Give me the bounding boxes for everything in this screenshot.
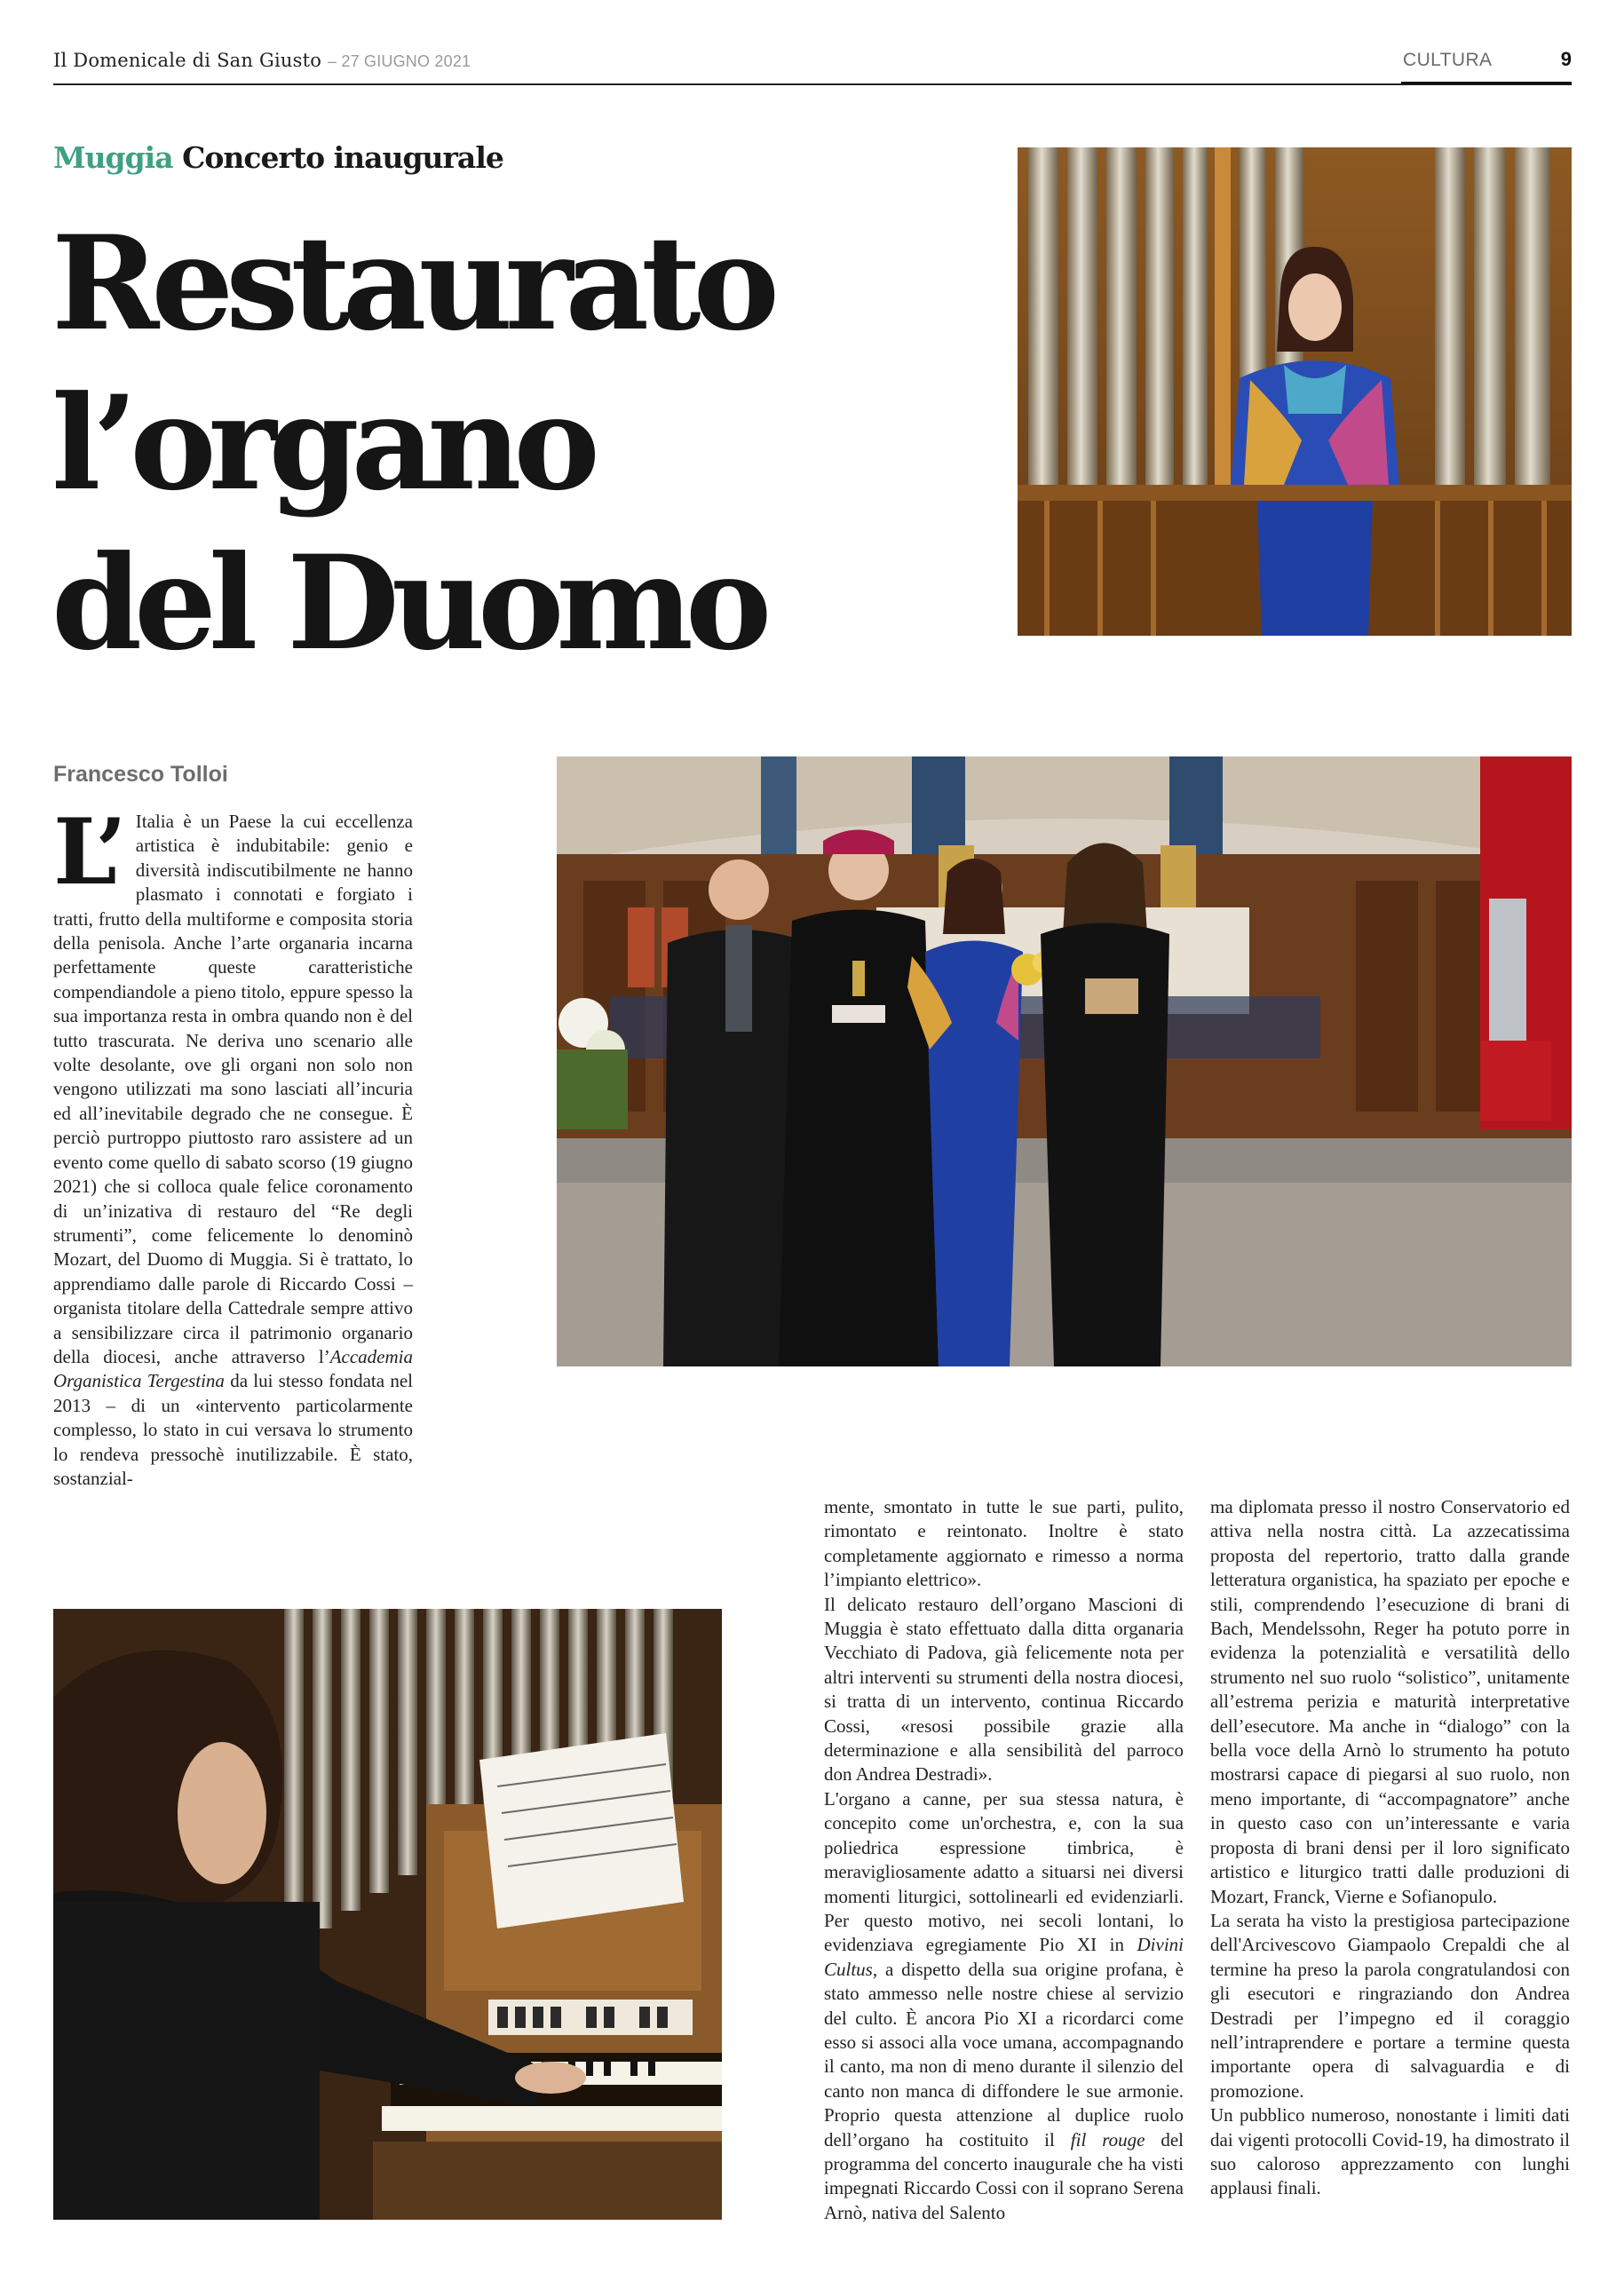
issue-date: – 27 GIUGNO 2021 (327, 52, 471, 70)
kicker-place: Muggia (53, 140, 173, 175)
article-column-3 (1210, 1495, 1570, 2201)
article-paragraph-7: Un pubblico numeroso, nonostante i limiti dati dai vigenti protocolli Covid-19, ha dimostrato il suo caloroso apprezzamento con lunghi applausi finali. (1210, 2104, 1570, 2199)
paragraph-1-text-b: da lui stesso fondata nel 2013 – di un «intervento particolarmente complesso, lo stato in cui versava lo strumento lo rendeva pressochè inutilizzabile. È stato, sostanzial- (53, 1370, 413, 1489)
paragraph-4-text-a: L'organo a canne, per sua stessa natura, è concepito come un'orchestra, e, con la sua poliedrica espressione timbrica, è meravigliosamente adatto a situarsi nei diversi momenti liturgici, sottolinearli ed evidenziarli. Per questo motivo, nei secoli lontani, lo evidenziava egregiamente Pio XI in (824, 1787, 1184, 1956)
drop-cap: L’ (53, 799, 127, 906)
organist-photo-image (53, 1609, 722, 2220)
headline-line-3: del Duomo (51, 527, 764, 679)
photo-organist-console (53, 1609, 722, 2220)
running-header (53, 46, 1572, 85)
article-paragraph-1 (53, 799, 413, 1491)
kicker (53, 140, 503, 175)
article-paragraph-6: La serata ha visto la prestigiosa partecipazione dell'Arcivescovo Giampaolo Crepaldi che al termine ha preso la parola congratulandosi con gli esecutori e ringraziando don Andrea Destradi per l’impegno ed il coraggio nell’intraprendere e portare a termine questa importante opera di salvaguardia e di promozione. (1210, 1909, 1570, 2102)
headline-line-2: l’organo (51, 368, 592, 519)
section-label: CULTURA (1403, 50, 1493, 70)
byline: Francesco Tolloi (53, 762, 228, 787)
academy-name: Accademia Organistica Tergestina (53, 1345, 413, 1392)
photo-singer-at-organ (1018, 147, 1572, 636)
encyclical-title: Divini Cultus (824, 1934, 1184, 1980)
headline-line-1: Restaurato (51, 208, 772, 360)
article-column-1 (53, 799, 413, 1491)
kicker-topic: Concerto inaugurale (182, 140, 503, 175)
photo-group-cathedral (557, 756, 1572, 1366)
article-paragraph-5: ma diplomata presso il nostro Conservatorio ed attiva nella nostra città. La azzecatissima proposta del repertorio, tratto dalla grande letteratura organistica, ha spaziato per epoche e stili, comprendendo l’esecuzione di brani di Bach, Mendelssohn, Reger ha potuto porre in evidenza la potenzialità e versatilità dello strumento nel suo ruolo “solistico”, unitamente all’estrema perizia e maturità interpretative dell’esecutore. Ma anche in “dialogo” con la bella voce della Arnò lo strumento ha potuto mostrarsi capace di piegarsi al suo ruolo, non meno importante, di “accompagnatore” anche in questo caso con un’interessante e varia proposta di brani densi per il loro significato artistico e liturgico tratti dalle produzioni di Mozart, Franck, Vierne e Sofianopulo. (1210, 1496, 1570, 1907)
headline (51, 204, 975, 684)
article-paragraph-3: Il delicato restauro dell’organo Mascioni di Muggia è stato effettuato dalla ditta organaria Vecchiato di Padova, già felicemente nota per altri interventi su strumenti della nostra diocesi, si tratta di un intervento, continua Riccardo Cossi, «resosi possibile grazie alla determinazione e alla sensibilità del parroco don Andrea Destradi». (824, 1593, 1184, 1786)
article-column-2 (824, 1495, 1184, 2225)
group-photo-image (557, 756, 1572, 1366)
singer-photo-image (1018, 147, 1572, 636)
article-paragraph-2: mente, smontato in tutte le sue parti, pulito, rimontato e reintonato. Inoltre è stato completamente aggiornato e rimesso a norma l’impianto elettrico». (824, 1496, 1184, 1591)
paragraph-4-text-c: del programma del concerto inaugurale che ha visti impegnati Riccardo Cossi con il soprano Serena Arnò, nativa del Salento (824, 2128, 1184, 2223)
page-number: 9 (1560, 48, 1572, 70)
paragraph-1-text-a: Italia è un Paese la cui eccellenza artistica è indubitabile: genio e diversità indiscutibilmente ne hanno plasmato i connotati e forgiato i tratti, frutto della multiforme e composita storia della penisola. Anche l’arte organaria incarna perfettamente queste caratteristiche compendiandole a pieno titolo, eppure spesso la sua importanza resta in ombra quando non è del tutto trascurata. Ne deriva uno scenario alle volte desolante, ove gli organi non solo non vengono utilizzati ma sono lasciati all’incuria ed all’inevitabile degrado che ne consegue. È perciò purtroppo piuttosto raro assistere ad un evento come quello di sabato scorso (19 giugno 2021) che si colloca quale felice coronamento di un’inizativa di restauro del “Re degli strumenti”, come felicemente lo denominò Mozart, del Duomo di Muggia. Si è trattato, lo apprendiamo dalle parole di Riccardo Cossi – organista titolare della Cattedrale sempre attivo a sensibilizzare circa il patrimonio organario della diocesi, anche attraverso l’ (53, 811, 413, 1367)
publication-name: Il Domenicale di San Giusto (53, 50, 322, 71)
paragraph-4-text-b: , a dispetto della sua origine profana, è stato ammesso nelle nostre chiese al servizio del culto. È ancora Pio XI a ricordarci come esso si associ alla voce umana, accompagnando il canto, ma non di meno durante il silenzio del canto non manca di diffondere le sue armonie. Proprio questa attenzione al duplice ruolo dell’organo ha costituito il (824, 1958, 1184, 2150)
publication-masthead (53, 50, 471, 71)
fil-rouge-term: fil rouge (1070, 2128, 1145, 2150)
article-paragraph-4 (824, 1787, 1184, 2225)
section-rule (1401, 82, 1572, 84)
